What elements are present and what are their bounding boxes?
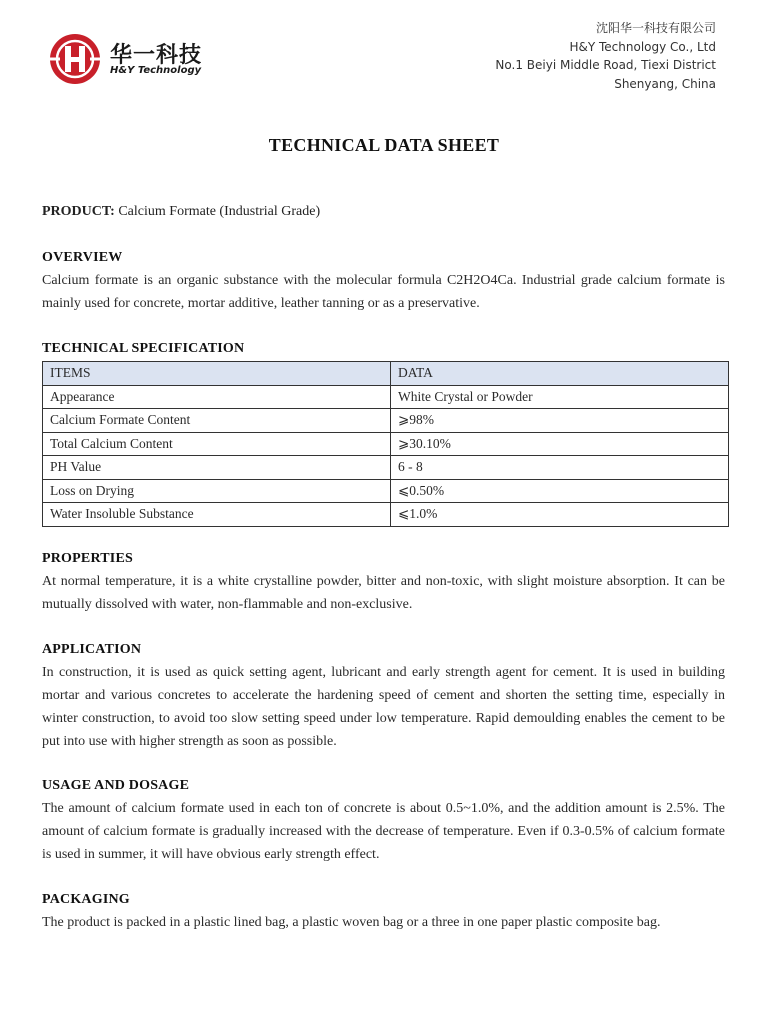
table-cell: Loss on Drying [43, 479, 391, 503]
company-name-en: H&Y Technology Co., Ltd [569, 39, 716, 54]
table-cell: White Crystal or Powder [391, 385, 729, 409]
table-cell: Appearance [43, 385, 391, 409]
properties-text: At normal temperature, it is a white crystalline powder, bitter and non-toxic, with slight moisture absorption. It can be mutually dissolved with water, non-flammable and non-exclusive. [42, 574, 725, 612]
table-cell: ⩾98% [391, 409, 729, 433]
table-row [43, 385, 729, 409]
packaging-section [42, 892, 725, 934]
usage-heading: USAGE AND DOSAGE [42, 778, 190, 793]
product-value: Calcium Formate (Industrial Grade) [118, 204, 321, 219]
logo-english-text: H&Y Technology [110, 65, 202, 76]
packaging-text: The product is packed in a plastic lined bag, a plastic woven bag or a three in one paper plastic composite bag. [42, 915, 661, 930]
hy-logo-icon [48, 32, 102, 86]
table-cell: PH Value [43, 456, 391, 480]
properties-section [42, 551, 725, 616]
table-cell: Water Insoluble Substance [43, 503, 391, 527]
table-row [43, 432, 729, 456]
table-row [43, 456, 729, 480]
table-cell: 6 - 8 [391, 456, 729, 480]
overview-heading: OVERVIEW [42, 250, 123, 265]
overview-section [42, 250, 725, 315]
table-row [43, 409, 729, 433]
company-name-cn: 沈阳华一科技有限公司 [595, 21, 716, 35]
table-cell: ⩾30.10% [391, 432, 729, 456]
logo-chinese-text: 华一科技 [110, 43, 203, 68]
address-line-2: Shenyang, China [614, 76, 716, 91]
company-address [495, 19, 716, 93]
company-logo [48, 32, 228, 86]
table-row [43, 503, 729, 527]
table-cell: Total Calcium Content [43, 432, 391, 456]
spec-table [42, 361, 729, 527]
application-heading: APPLICATION [42, 642, 142, 657]
product-line [42, 204, 725, 220]
product-label: PRODUCT: [42, 204, 115, 219]
application-section [42, 642, 725, 753]
properties-heading: PROPERTIES [42, 551, 133, 566]
column-header-items: ITEMS [43, 362, 391, 386]
address-line-1: No.1 Beiyi Middle Road, Tiexi District [495, 58, 716, 72]
document-title: TECHNICAL DATA SHEET [268, 135, 500, 155]
table-cell: ⩽1.0% [391, 503, 729, 527]
overview-text: Calcium formate is an organic substance with the molecular formula C2H2O4Ca. Industrial grade calcium formate is mainly used for concrete, mortar additive, leather tanning or as a preservative. [42, 273, 725, 311]
table-row [43, 479, 729, 503]
spec-table-header [43, 362, 729, 386]
usage-text: The amount of calcium formate used in each ton of concrete is about 0.5~1.0%, and the addition amount is 2.5%. The amount of calcium formate is gradually increased with the decrease of temperature. Even if 0.3-0.5% of calcium formate is used in summer, it will have obvious early strength effect. [42, 801, 725, 862]
column-header-data: DATA [391, 362, 729, 386]
usage-section [42, 778, 725, 866]
spec-heading: TECHNICAL SPECIFICATION [42, 341, 245, 356]
table-cell: Calcium Formate Content [43, 409, 391, 433]
packaging-heading: PACKAGING [42, 892, 130, 907]
application-text: In construction, it is used as quick setting agent, lubricant and early strength agent for cement. It is used in building mortar and various concretes to accelerate the hardening speed of cement and shorten the setting time, especially in winter construction, to avoid too slow setting speed under low temperature. Rapid demoulding enables the cement to be put into use with higher strength as soon as possible. [42, 665, 725, 749]
table-cell: ⩽0.50% [391, 479, 729, 503]
